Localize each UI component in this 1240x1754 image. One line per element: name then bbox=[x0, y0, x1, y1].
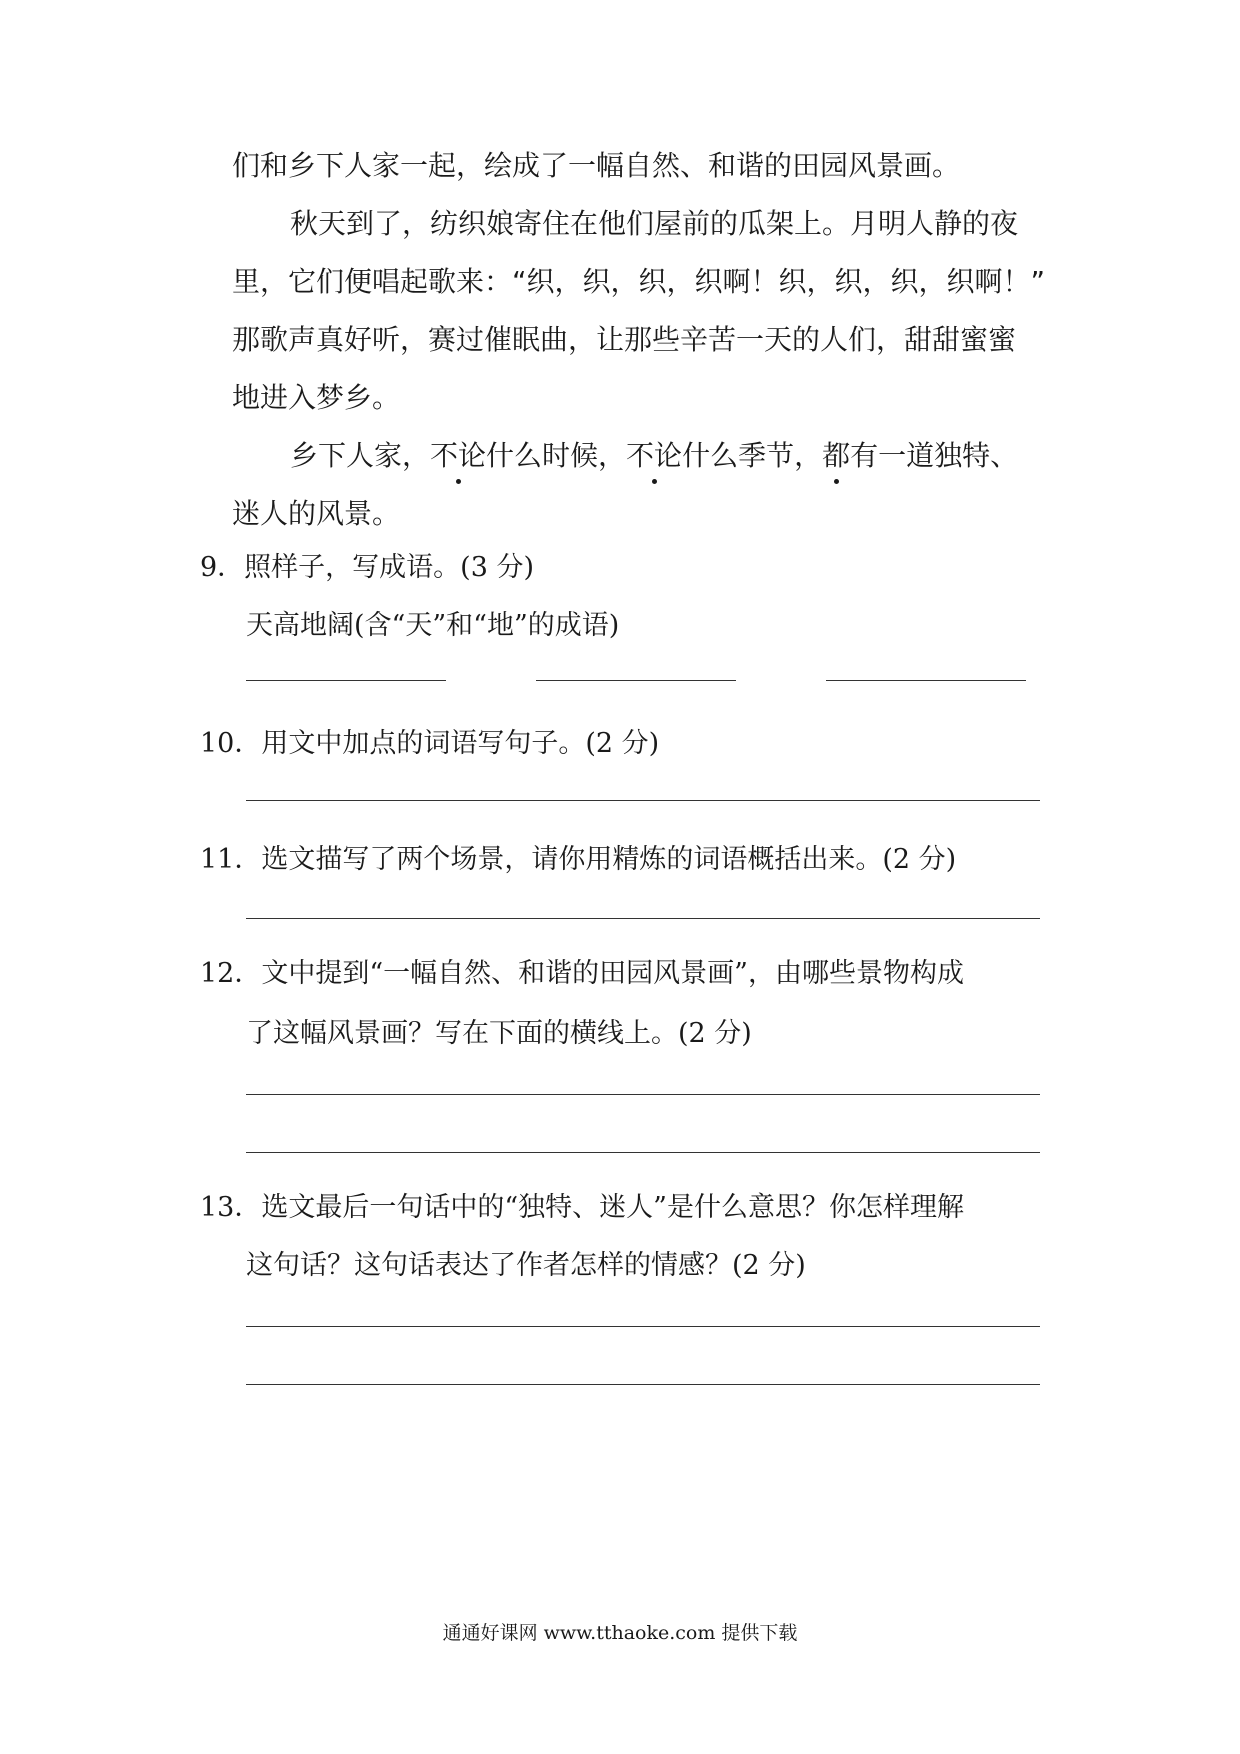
answer-blank[interactable] bbox=[826, 680, 1026, 681]
passage-line-1: 们和乡下人家一起，绘成了一幅自然、和谐的田园风景画。 bbox=[232, 149, 961, 182]
dotted-word: 不论 bbox=[626, 436, 682, 476]
passage-line-7: 迷人的风景。 bbox=[232, 497, 401, 530]
answer-line[interactable] bbox=[246, 1094, 1040, 1095]
question-10: 10．用文中加点的词语写句子。(2 分) bbox=[200, 728, 660, 759]
passage-line-2: 秋天到了，纺织娘寄住在他们屋前的瓜架上。月明人静的夜 bbox=[290, 207, 1019, 240]
question-13-line-1: 13．选文最后一句话中的“独特、迷人”是什么意思？你怎样理解 bbox=[200, 1192, 964, 1223]
answer-blank[interactable] bbox=[246, 680, 446, 681]
question-12-line-2: 了这幅风景画？写在下面的横线上。(2 分) bbox=[246, 1018, 752, 1049]
answer-line[interactable] bbox=[246, 800, 1040, 801]
answer-line[interactable] bbox=[246, 1152, 1040, 1153]
question-12-line-1: 12．文中提到“一幅自然、和谐的田园风景画”，由哪些景物构成 bbox=[200, 958, 964, 989]
answer-line[interactable] bbox=[246, 1384, 1040, 1385]
answer-line[interactable] bbox=[246, 918, 1040, 919]
passage-text: 乡下人家， bbox=[290, 439, 431, 472]
passage-text: 什么时候， bbox=[486, 439, 627, 472]
dotted-word: 不论 bbox=[430, 436, 486, 476]
passage-line-6 bbox=[290, 436, 1018, 476]
question-9-example: 天高地阔(含“天”和“地”的成语) bbox=[246, 610, 620, 641]
passage-line-3: 里，它们便唱起歌来：“织，织，织，织啊！织，织，织，织啊！” bbox=[232, 265, 1046, 298]
passage-text: 什么季节， bbox=[682, 439, 823, 472]
question-11: 11．选文描写了两个场景，请你用精炼的词语概括出来。(2 分) bbox=[200, 844, 957, 875]
answer-line[interactable] bbox=[246, 1326, 1040, 1327]
passage-line-4: 那歌声真好听，赛过催眠曲，让那些辛苦一天的人们，甜甜蜜蜜 bbox=[232, 323, 1017, 356]
answer-blank[interactable] bbox=[536, 680, 736, 681]
question-13-line-2: 这句话？这句话表达了作者怎样的情感？(2 分) bbox=[246, 1250, 806, 1281]
page-footer: 通通好课网 www.tthaoke.com 提供下载 bbox=[442, 1622, 798, 1644]
question-9: 9．照样子，写成语。(3 分) bbox=[200, 552, 535, 583]
passage-text: 有一道独特、 bbox=[850, 439, 1019, 472]
dotted-word: 都 bbox=[822, 436, 850, 476]
passage-line-5: 地进入梦乡。 bbox=[232, 381, 401, 414]
